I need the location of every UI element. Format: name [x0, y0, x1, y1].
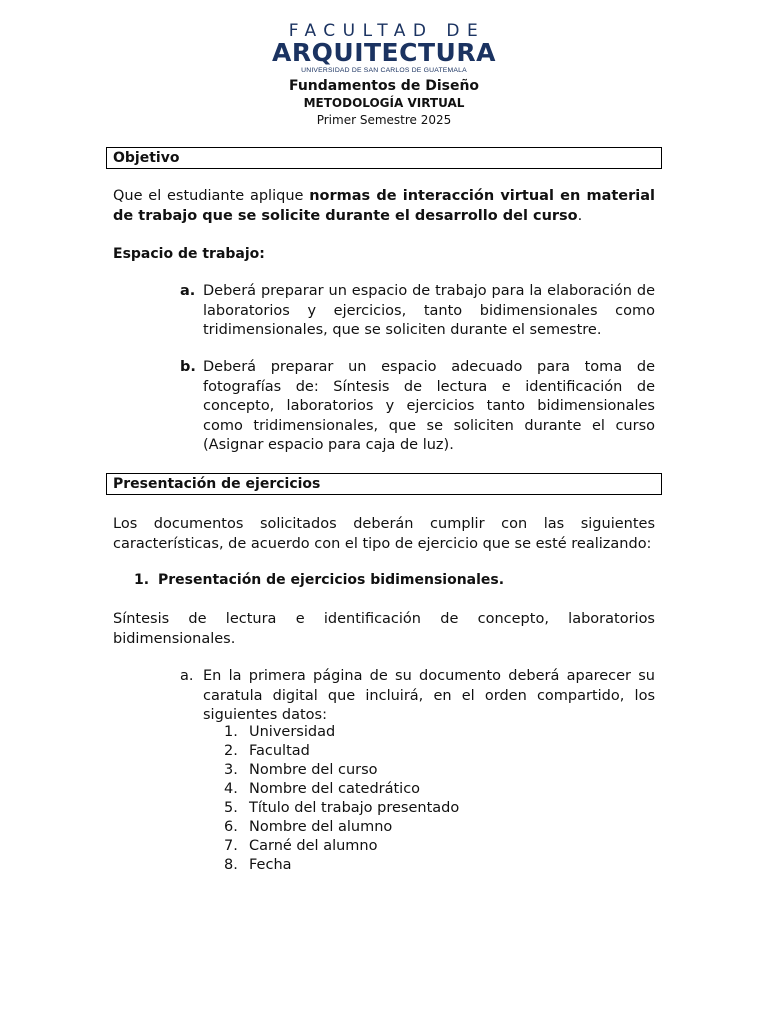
list-number: 1. — [224, 724, 238, 740]
list-number: 3. — [224, 762, 238, 778]
list-item — [224, 761, 459, 780]
list-item — [224, 856, 459, 875]
list-number: 8. — [224, 857, 238, 873]
list-text: Facultad — [249, 743, 310, 759]
list-number: 4. — [224, 781, 238, 797]
list-item — [224, 837, 459, 856]
list-number: 2. — [224, 743, 238, 759]
workspace-item-a — [180, 282, 655, 341]
presentation-heading: Presentación de ejercicios — [106, 473, 662, 495]
logo-line-architecture: ARQUITECTURA — [272, 38, 496, 67]
section-1-item-a-text: En la primera página de su documento deberá aparecer su caratula digital que incluirá, en el orden compartido, los siguientes datos: — [203, 668, 655, 723]
faculty-logo — [258, 12, 510, 82]
list-text: Nombre del catedrático — [249, 781, 421, 797]
logo-line-university: UNIVERSIDAD DE SAN CARLOS DE GUATEMALA — [301, 67, 467, 74]
workspace-item-b — [180, 358, 655, 456]
list-item — [224, 780, 459, 799]
list-text: Fecha — [249, 857, 292, 873]
objective-text-bold: normas de interacción virtual en material de trabajo que se solicite durante el desarrollo del curso — [113, 188, 655, 224]
list-marker: b. — [180, 359, 196, 375]
list-text: Nombre del curso — [249, 762, 378, 778]
list-number: 6. — [224, 819, 238, 835]
list-marker: a. — [180, 283, 196, 299]
list-text: Universidad — [249, 724, 336, 740]
presentation-intro: Los documentos solicitados deberán cumplir con las siguientes características, de acuerdo con el tipo de ejercicio que se esté realizando: — [113, 516, 655, 552]
list-item — [224, 723, 459, 742]
workspace-heading: Espacio de trabajo: — [113, 246, 265, 262]
list-number: 7. — [224, 838, 238, 854]
course-title: Fundamentos de Diseño — [288, 78, 480, 94]
list-item — [224, 742, 459, 761]
objective-heading: Objetivo — [106, 147, 662, 169]
objective-paragraph — [113, 187, 655, 226]
logo-line-faculty: FACULTAD DE — [288, 21, 486, 41]
semester-label: Primer Semestre 2025 — [316, 113, 452, 127]
list-text: Título del trabajo presentado — [249, 800, 460, 816]
list-item — [224, 799, 459, 818]
list-marker: a. — [180, 668, 194, 684]
section-1-heading — [134, 572, 504, 588]
workspace-item-b-text: Deberá preparar un espacio adecuado para toma de fotografías de: Síntesis de lectura e identificación de concepto, laboratorios y ejercicios tanto bidimensionales como tridimensionales, que se soliciten durante el curso (Asignar espacio para caja de luz). — [203, 359, 655, 453]
objective-text-end: . — [577, 207, 583, 224]
section-1-number: 1. — [134, 572, 150, 588]
section-1-title: Presentación de ejercicios bidimensionales. — [158, 572, 505, 588]
cover-data-list — [224, 723, 459, 875]
workspace-item-a-text: Deberá preparar un espacio de trabajo para la elaboración de laboratorios y ejercicios, tanto bidimensionales como tridimensionales, que se soliciten durante el semestre. — [203, 283, 655, 338]
list-item — [224, 818, 459, 837]
objective-text-start: Que el estudiante aplique — [113, 188, 310, 204]
list-number: 5. — [224, 800, 238, 816]
section-1-description: Síntesis de lectura e identificación de concepto, laboratorios bidimensionales. — [113, 611, 655, 647]
section-1-item-a — [180, 667, 655, 726]
list-text: Carné del alumno — [249, 838, 378, 854]
list-text: Nombre del alumno — [249, 819, 393, 835]
methodology-title: METODOLOGÍA VIRTUAL — [303, 96, 465, 110]
